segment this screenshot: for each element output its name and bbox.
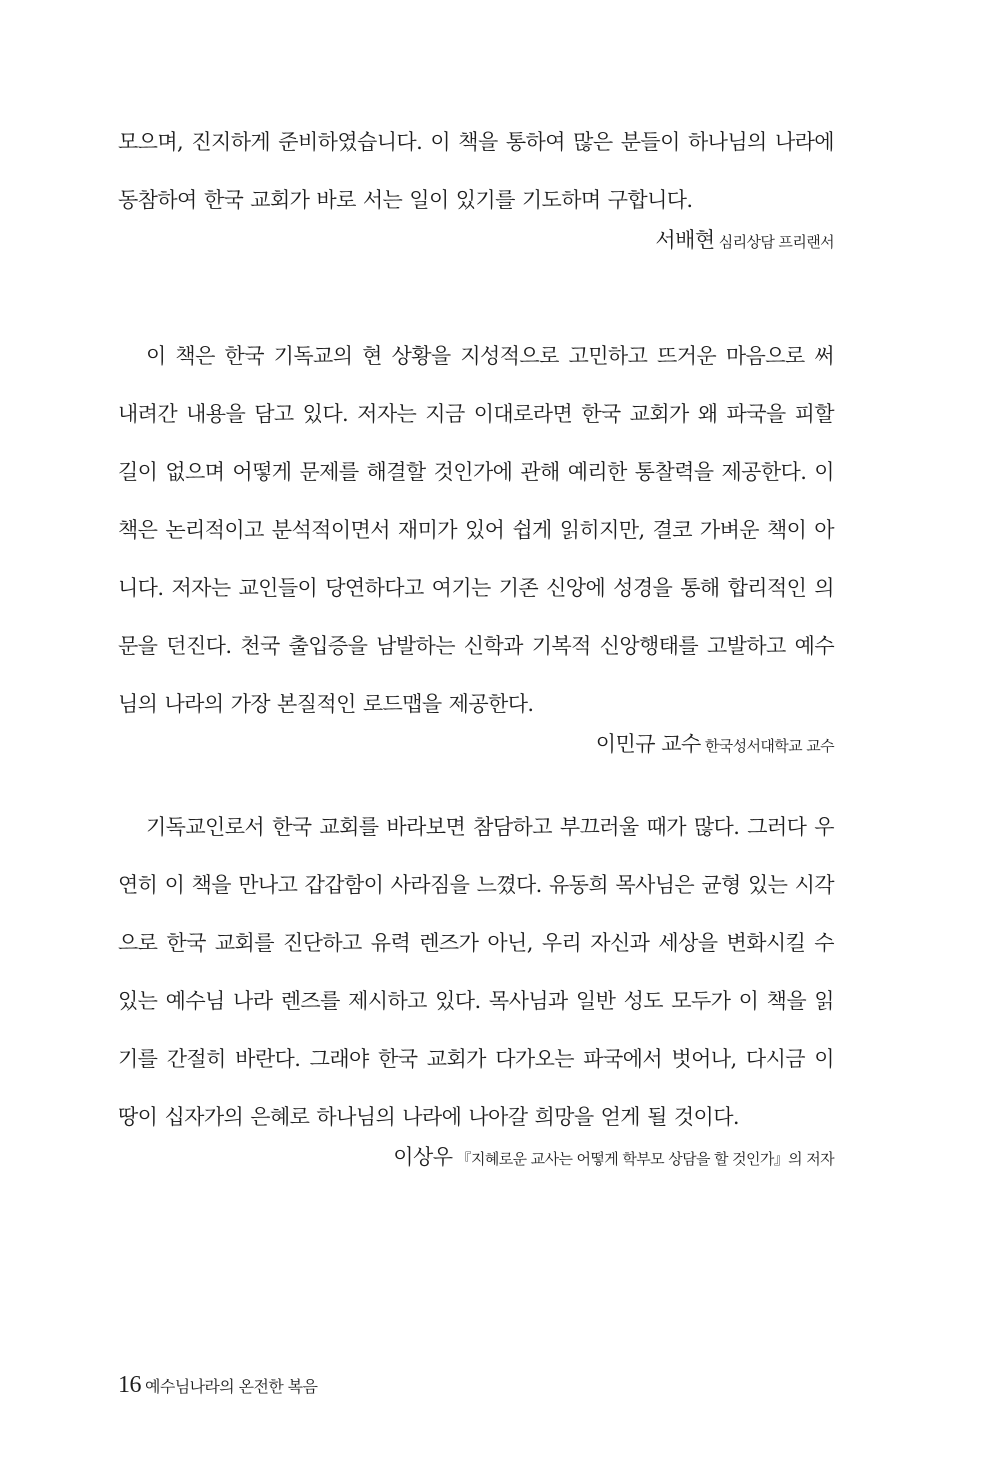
endorsement-text: 이 책은 한국 기독교의 현 상황을 지성적으로 고민하고 뜨거운 마음으로 써 내려간 내용을 담고 있다. 저자는 지금 이대로라면 한국 교회가 왜 파국을 피할 길이 없으며 어떻게 문제를 해결할 것인가에 관해 예리한 통찰력을 제공한다. 이 책은 논리적이고 분석적이면서 재미가 있어 쉽게 읽히지만, 결코 가벼운 책이 아니다. 저자는 교인들이 당연하다고 여기는 기존 신앙에 성경을 통해 합리적인 의문을 던진다. 천국 출입증을 남발하는 신학과 기복적 신앙행태를 고발하고 예수님의 나라의 가장 본질적인 로드맵을 제공한다. [118,344,834,716]
endorsement-3 [118,798,834,1174]
endorsement-text: 기독교인로서 한국 교회를 바라보면 참담하고 부끄러울 때가 많다. 그러다 우연히 이 책을 만나고 갑갑함이 사라짐을 느꼈다. 유동희 목사님은 균형 있는 시각으로 한국 교회를 진단하고 유력 렌즈가 아닌, 우리 자신과 세상을 변화시킬 수 있는 예수님 나라 렌즈를 제시하고 있다. 목사님과 일반 성도 모두가 이 책을 읽기를 간절히 바란다. 그래야 한국 교회가 다가오는 파국에서 벗어나, 다시금 이 땅이 십자가의 은혜로 하나님의 나라에 나아갈 희망을 얻게 될 것이다. [118,815,834,1129]
page-number: 16 [118,1372,141,1398]
endorsement-signature [118,225,834,257]
author-name: 이상우 [393,1145,453,1169]
endorsement-signature [118,1142,834,1174]
endorsement-1 [118,113,834,257]
author-role: 한국성서대학교 교수 [704,737,834,755]
endorsement-signature [118,729,834,761]
endorsement-text: 모으며, 진지하게 준비하였습니다. 이 책을 통하여 많은 분들이 하나님의 나라에 동참하여 한국 교회가 바로 서는 일이 있기를 기도하며 구합니다. [118,130,834,212]
author-name: 서배현 [655,228,715,252]
endorsement-2 [118,327,834,761]
author-role: 『지혜로운 교사는 어떻게 학부모 상담을 할 것인가』의 저자 [456,1150,834,1168]
author-role: 심리상담 프리랜서 [718,233,834,251]
page-footer [118,1372,317,1399]
author-name: 이민규 교수 [595,732,701,756]
book-title: 예수님나라의 온전한 복음 [145,1377,318,1396]
